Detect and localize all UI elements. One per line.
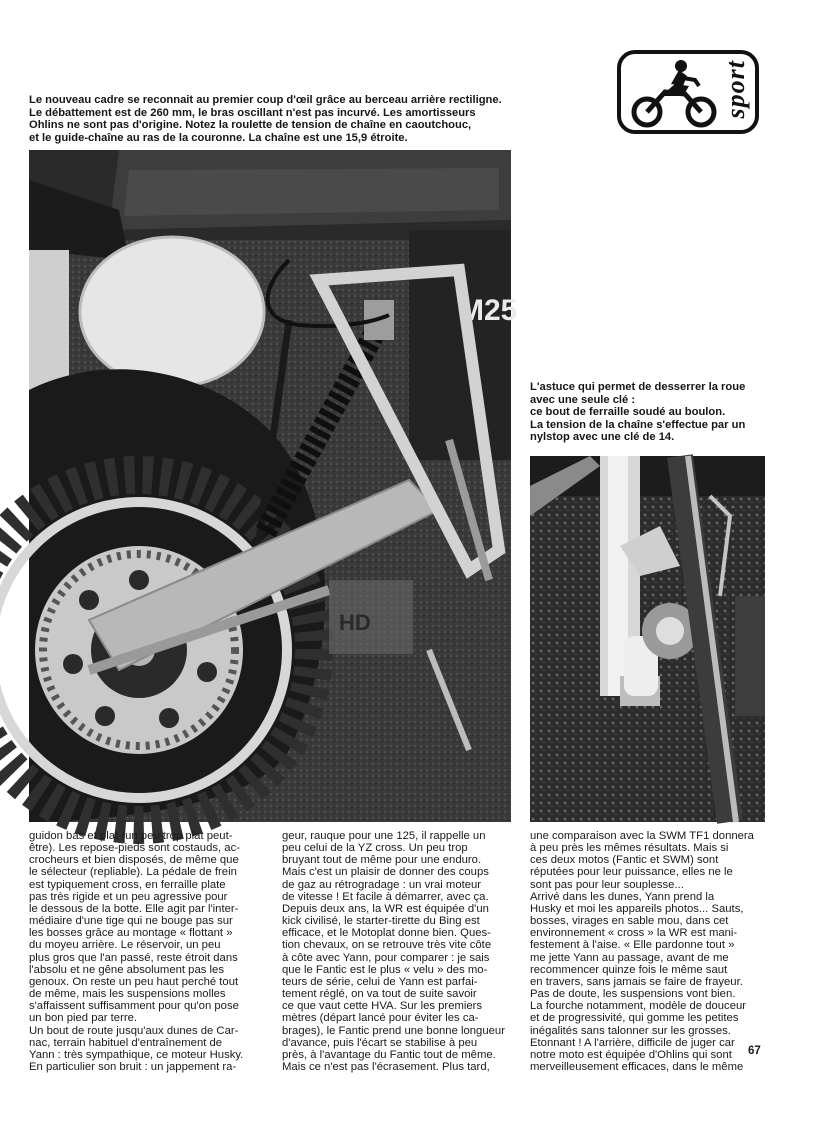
text-line: Yann : très sympathique, ce moteur Husky. [29,1048,244,1061]
text-line: Depuis deux ans, la WR est équipée d'un [282,902,489,915]
rear-suspension-photo [29,150,518,822]
article-column-1 [29,830,267,1073]
text-line: bosses, virages en sable mou, dans cet [530,915,729,928]
page-number: 67 [748,1045,761,1057]
text-line: ces deux motos (Fantic et SWM) sont [530,854,719,867]
logo-text: sport [721,60,750,119]
text-line: crocheurs et bien disposés, de même que [29,854,239,867]
text-line: le sélecteur (repliable). La pédale de frein [29,866,237,879]
text-line: genoux. On reste un peu haut perché tout [29,975,239,988]
text-line: tement réglé, on va tout de suite savoir [282,988,477,1001]
text-line: et de progressivité, qui gomme les petites [530,1012,739,1025]
text-line: être). Les repose-pieds sont costauds, ac- [29,842,240,855]
caption-line: Ohlins ne sont pas d'origine. Notez la roulette de tension de chaîne en caoutchouc, [29,119,472,132]
caption-line: ce bout de ferraille soudé au boulon. [530,406,726,419]
caption-line: Le débattement est de 260 mm, le bras oscillant n'est pas incurvé. Les amortisseurs [29,106,476,119]
text-line: médiaire d'une tige qui ne bouge pas sur [29,915,233,928]
text-line: réputées pour leur puissance, elles ne le [530,866,733,879]
text-line: Arrivé dans les dunes, Yann prend la [530,890,715,903]
number-plate: M25 [459,294,518,327]
text-line: Husky et moi les appareils photos... Sauts, [530,902,744,915]
article-column-3 [530,830,768,1073]
text-line: La fourche notamment, modèle de douceur [530,1000,747,1013]
text-line: Mais c'est un plaisir de donner des coups [282,866,489,879]
text-line: notre moto est équipée d'Ohlins qui sont [530,1048,732,1061]
text-line: En particulier son bruit : un jappement ra- [29,1060,237,1073]
text-line: brages), le Fantic prend une bonne longueur [282,1024,505,1037]
text-line: plus gros que l'an passé, reste étroit dans [29,951,238,964]
text-line: pas très rigide et un peu agressive pour [29,890,228,903]
text-line: inégalités sans talonner sur les grosses. [530,1024,731,1037]
text-line: sont pas pour leur souplesse... [530,878,684,891]
text-line: près, à l'avantage du Fantic tout de même. [282,1048,496,1061]
text-line: Pas de doute, les suspensions vont bien. [530,988,736,1001]
caption-line: nylstop avec une clé de 14. [530,431,675,444]
sport-logo [617,50,759,134]
photo-caption-top [29,94,529,144]
text-line: kick civilisé, le starter-tirette du Bing est [282,915,480,928]
text-line: recommencer quinze fois le même saut [530,963,728,976]
text-line: de gaz au rétrogradage : un vrai moteur [282,878,482,891]
caption-line: La tension de la chaîne s'effectue par un [530,418,746,431]
text-line: en travers, sans jamais se faire de frayeur. [530,975,743,988]
text-line: est typiquement cross, en ferraille plate [29,878,226,891]
text-line: ce que vaut cette HVA. Sur les premiers [282,1000,483,1013]
rear-axle-illustration [530,456,765,822]
text-line: s'affaissent suffisamment pour qu'on pose [29,1000,239,1013]
text-line: mètres (départ lancé pour éviter les ca- [282,1012,479,1025]
caption-line: avec une seule clé : [530,393,636,406]
text-line: environnement « cross » la WR est mani- [530,927,738,940]
text-line: Mais ce n'est pas l'écrasement. Plus tard, [282,1060,490,1073]
text-line: un bon pied par terre. [29,1012,138,1025]
text-line: une comparaison avec la SWM TF1 donnera [530,830,754,842]
watermark: HD [339,610,371,635]
caption-line: Le nouveau cadre se reconnait au premier coup d'œil grâce au berceau arrière rectiligne. [29,94,502,106]
text-line: teurs de série, celui de Yann est parfai- [282,975,478,988]
text-line: me jette Yann au passage, avant de me [530,951,729,964]
text-line: que le Fantic est le plus « velu » des mo- [282,963,488,976]
photo-caption-right [530,381,770,444]
text-line: Un bout de route jusqu'aux dunes de Car- [29,1024,239,1037]
text-line: efficace, et le Motoplat donne bien. Ques- [282,927,491,940]
text-line: festement à l'aise. « Elle pardonne tout » [530,939,735,952]
text-line: guidon bas et plat (un peu trop plat peut- [29,830,233,842]
text-line: nac, terrain habituel d'entraînement de [29,1036,223,1049]
text-line: le dessous de la botte. Elle agit par l'inter- [29,902,239,915]
motorcycle-rear-illustration [29,150,518,822]
text-line: bruyant tout de même pour une enduro. [282,854,482,867]
text-line: d'avance, puis l'écart se stabilise à peu [282,1036,478,1049]
text-line: à peu près les mêmes résultats. Mais si [530,842,729,855]
text-line: tion chevaux, on se retrouve très vite côte [282,939,492,952]
text-line: du moyeu arrière. Le réservoir, un peu [29,939,221,952]
text-line: merveilleusement efficaces, dans le même [530,1060,744,1073]
caption-line: L'astuce qui permet de desserrer la roue [530,381,746,393]
wheel-nut-photo [530,456,765,822]
text-line: de même, mais les suspensions molles [29,988,226,1001]
text-line: geur, rauque pour une 125, il rappelle un [282,830,486,842]
motocross-rider-icon [623,56,723,132]
text-line: à côte avec Yann, pour comparer : je sais [282,951,490,964]
article-column-2 [282,830,520,1073]
text-line: de vitesse ! Et facile à démarrer, avec ça. [282,890,489,903]
caption-line: et le guide-chaîne au ras de la couronne. La chaîne est une 15,9 étroite. [29,131,408,144]
text-line: peu celui de la YZ cross. Un peu trop [282,842,468,855]
text-line: Etonnant ! A l'arrière, difficile de juger car [530,1036,735,1049]
text-line: l'absolu et ne gêne absolument pas les [29,963,224,976]
text-line: les bosses grâce au montage « flottant » [29,927,233,940]
